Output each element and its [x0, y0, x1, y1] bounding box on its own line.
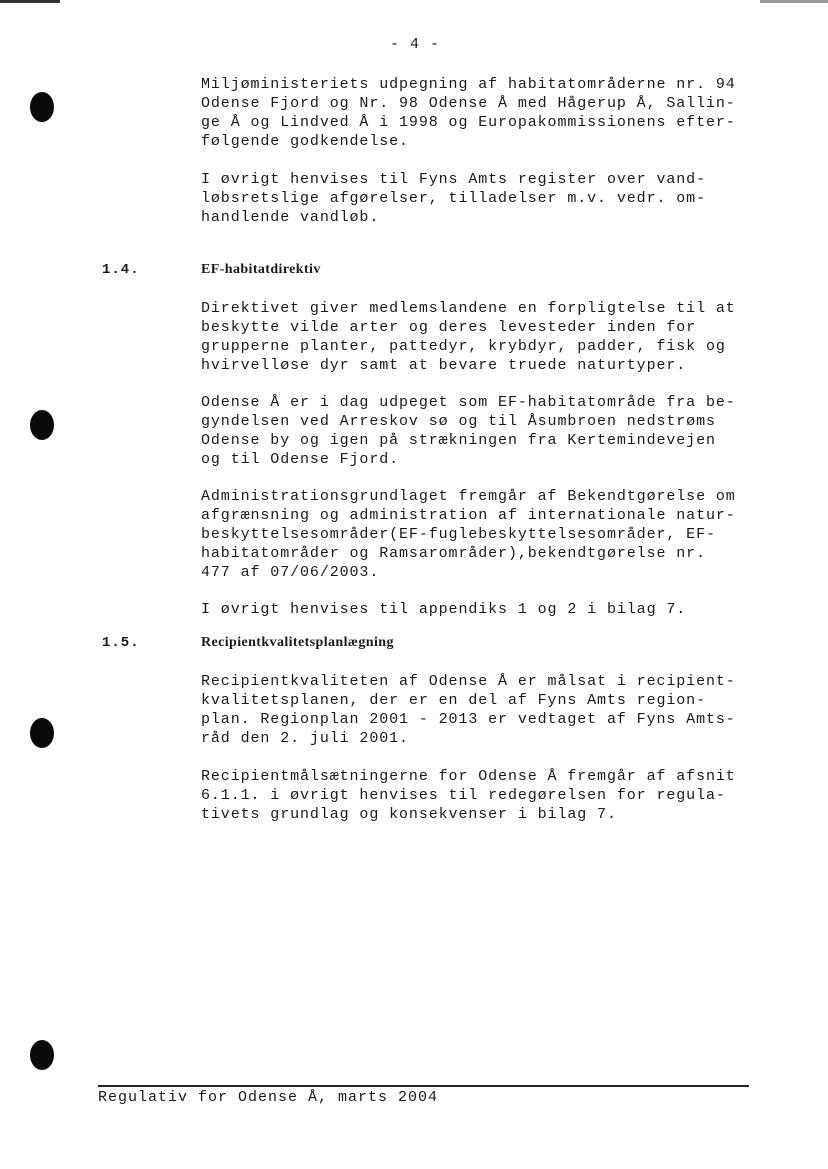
punch-hole [30, 92, 54, 122]
paragraph-recipient-objectives: Recipientmålsætningerne for Odense Å fremgår af afsnit 6.1.1. i øvrigt henvises til redegørelsen for regula- tivets grundlag og konsekvenser i bilag 7. [201, 768, 736, 823]
punch-hole [30, 410, 54, 440]
paragraph-administration-basis: Administrationsgrundlaget fremgår af Bekendtgørelse om afgrænsning og administration af internationale natur- beskyttelsesområder(EF-fuglebeskyttelsesområder, EF- habitatområder og Ramsarområder),bekendtgørelse nr. 477 af 07/06/2003. [201, 488, 736, 581]
paragraph-appendix-reference: I øvrigt henvises til appendiks 1 og 2 i bilag 7. [201, 601, 687, 618]
section-number-1-4: 1.4. [102, 262, 140, 278]
section-number-1-5: 1.5. [102, 635, 140, 651]
paragraph-odense-designation: Odense Å er i dag udpeget som EF-habitatområde fra be- gyndelsen ved Arreskov sø og til Åsumbroen nedstrøms Odense by og igen på strækningen fra Kertemindevejen og til Odense Fjord. [201, 394, 736, 468]
punch-hole [30, 1040, 54, 1070]
footer-text: Regulativ for Odense Å, marts 2004 [98, 1089, 439, 1106]
page-number: - 4 - [390, 36, 441, 53]
section-title-ef-habitatdirektiv: EF-habitatdirektiv [201, 262, 321, 277]
paragraph-directive-obligation: Direktivet giver medlemslandene en forpligtelse til at beskytte vilde arter og deres levesteder inden for grupperne planter, pattedyr, krybdyr, padder, fisk og hvirvelløse dyr samt at bevare truede naturtyper. [201, 300, 736, 374]
punch-hole [30, 718, 54, 748]
paragraph-recipient-quality: Recipientkvaliteten af Odense Å er målsat i recipient- kvalitetsplanen, der er en del af Fyns Amts region- plan. Regionplan 2001 - 2013 er vedtaget af Fyns Amts- råd den 2. juli 2001. [201, 673, 736, 747]
footer-divider [98, 1085, 749, 1087]
paragraph-habitat-designation: Miljøministeriets udpegning af habitatområderne nr. 94 Odense Fjord og Nr. 98 Odense Å med Hågerup Å, Sallin- ge Å og Lindved Å i 1998 og Europakommissionens efter- følgende godkendelse. [201, 76, 736, 150]
scan-edge-mark [0, 0, 828, 3]
paragraph-register-reference: I øvrigt henvises til Fyns Amts register over vand- løbsretslige afgørelser, tilladelser m.v. vedr. om- handlende vandløb. [201, 171, 706, 226]
section-title-recipientkvalitet: Recipientkvalitetsplanlægning [201, 635, 394, 650]
